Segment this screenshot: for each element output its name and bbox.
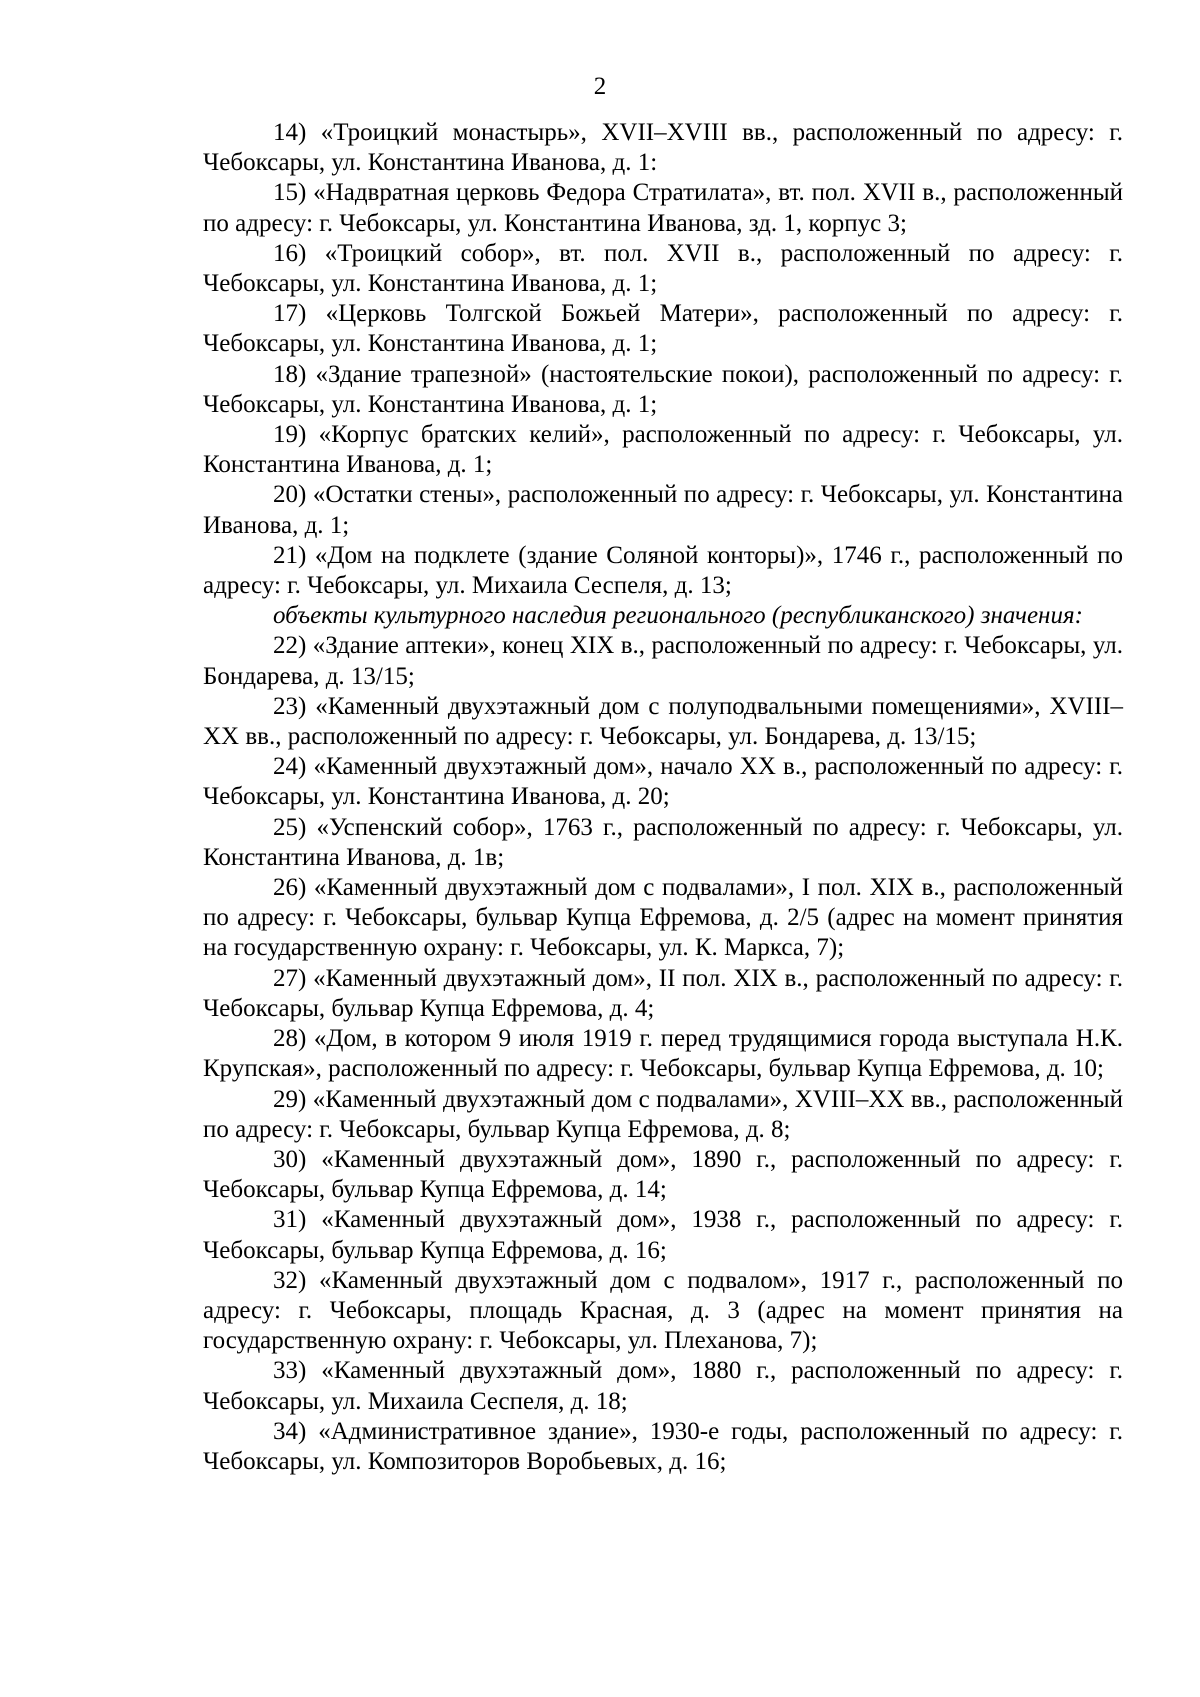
list-item: 34) «Административное здание», 1930-е годы, расположенный по адресу: г. Чебоксары, ул. Композиторов Воробьевых, д. 16; xyxy=(203,1417,1123,1475)
list-item: 20) «Остатки стены», расположенный по адресу: г. Чебоксары, ул. Константина Иванова, д. 1; xyxy=(203,481,1123,539)
list-item: 19) «Корпус братских келий», расположенный по адресу: г. Чебоксары, ул. Константина Иванова, д. 1; xyxy=(203,421,1123,479)
section-heading: объекты культурного наследия регионального (республиканского) значения: xyxy=(273,602,1083,630)
list-item: 17) «Церковь Толгской Божьей Матери», расположенный по адресу: г. Чебоксары, ул. Константина Иванова, д. 1; xyxy=(203,300,1123,358)
list-item: 29) «Каменный двухэтажный дом с подвалами», XVIII–XX вв., расположенный по адресу: г. Чебоксары, бульвар Купца Ефремова, д. 8; xyxy=(203,1085,1123,1143)
list-item: 16) «Троицкий собор», вт. пол. XVII в., расположенный по адресу: г. Чебоксары, ул. Константина Иванова, д. 1; xyxy=(203,239,1123,298)
list-item: 25) «Успенский собор», 1763 г., расположенный по адресу: г. Чебоксары, ул. Константина Иванова, д. 1в; xyxy=(203,813,1123,871)
list-item: 24) «Каменный двухэтажный дом», начало XX в., расположенный по адресу: г. Чебоксары, ул. Константина Иванова, д. 20; xyxy=(203,753,1123,811)
list-item: 33) «Каменный двухэтажный дом», 1880 г., расположенный по адресу: г. Чебоксары, ул. Михаила Сеспеля, д. 18; xyxy=(203,1357,1123,1415)
list-item: 22) «Здание аптеки», конец XIX в., расположенный по адресу: г. Чебоксары, ул. Бондарева, д. 13/15; xyxy=(203,632,1123,690)
list-item: 31) «Каменный двухэтажный дом», 1938 г., расположенный по адресу: г. Чебоксары, бульвар Купца Ефремова, д. 16; xyxy=(203,1206,1123,1264)
list-item: 21) «Дом на подклете (здание Соляной конторы)», 1746 г., расположенный по адресу: г. Чебоксары, ул. Михаила Сеспеля, д. 13; xyxy=(203,541,1123,600)
list-item: 32) «Каменный двухэтажный дом с подвалом», 1917 г., расположенный по адресу: г. Чебоксары, площадь Красная, д. 3 (адрес на момент принятия на государственную охрану: г. Чебоксары, ул. Плеханова, 7); xyxy=(203,1266,1123,1355)
document-body xyxy=(203,118,1123,1477)
list-item: 18) «Здание трапезной» (настоятельские покои), расположенный по адресу: г. Чебоксары, ул. Константина Иванова, д. 1; xyxy=(203,360,1123,418)
list-item: 26) «Каменный двухэтажный дом с подвалами», I пол. XIX в., расположенный по адресу: г. Чебоксары, бульвар Купца Ефремова, д. 2/5 (адрес на момент принятия на государственную охрану: г. Чебоксары, ул. К. Маркса, 7); xyxy=(203,874,1123,962)
page-number: 2 xyxy=(593,73,607,100)
list-item: 23) «Каменный двухэтажный дом с полуподвальными помещениями», XVIII–XX вв., расположенный по адресу: г. Чебоксары, ул. Бондарева, д. 13/15; xyxy=(203,692,1123,751)
list-item: 27) «Каменный двухэтажный дом», II пол. XIX в., расположенный по адресу: г. Чебоксары, бульвар Купца Ефремова, д. 4; xyxy=(203,964,1123,1022)
list-item: 28) «Дом, в котором 9 июля 1919 г. перед трудящимися города выступала Н.К. Крупская», расположенный по адресу: г. Чебоксары, бульвар Купца Ефремова, д. 10; xyxy=(203,1025,1123,1083)
list-item: 30) «Каменный двухэтажный дом», 1890 г., расположенный по адресу: г. Чебоксары, бульвар Купца Ефремова, д. 14; xyxy=(203,1145,1123,1204)
list-item: 14) «Троицкий монастырь», XVII–XVIII вв., расположенный по адресу: г. Чебоксары, ул. Константина Иванова, д. 1: xyxy=(203,119,1123,177)
list-item: 15) «Надвратная церковь Федора Стратилата», вт. пол. XVII в., расположенный по адресу: г. Чебоксары, ул. Константина Иванова, зд. 1, корпус 3; xyxy=(203,179,1123,237)
